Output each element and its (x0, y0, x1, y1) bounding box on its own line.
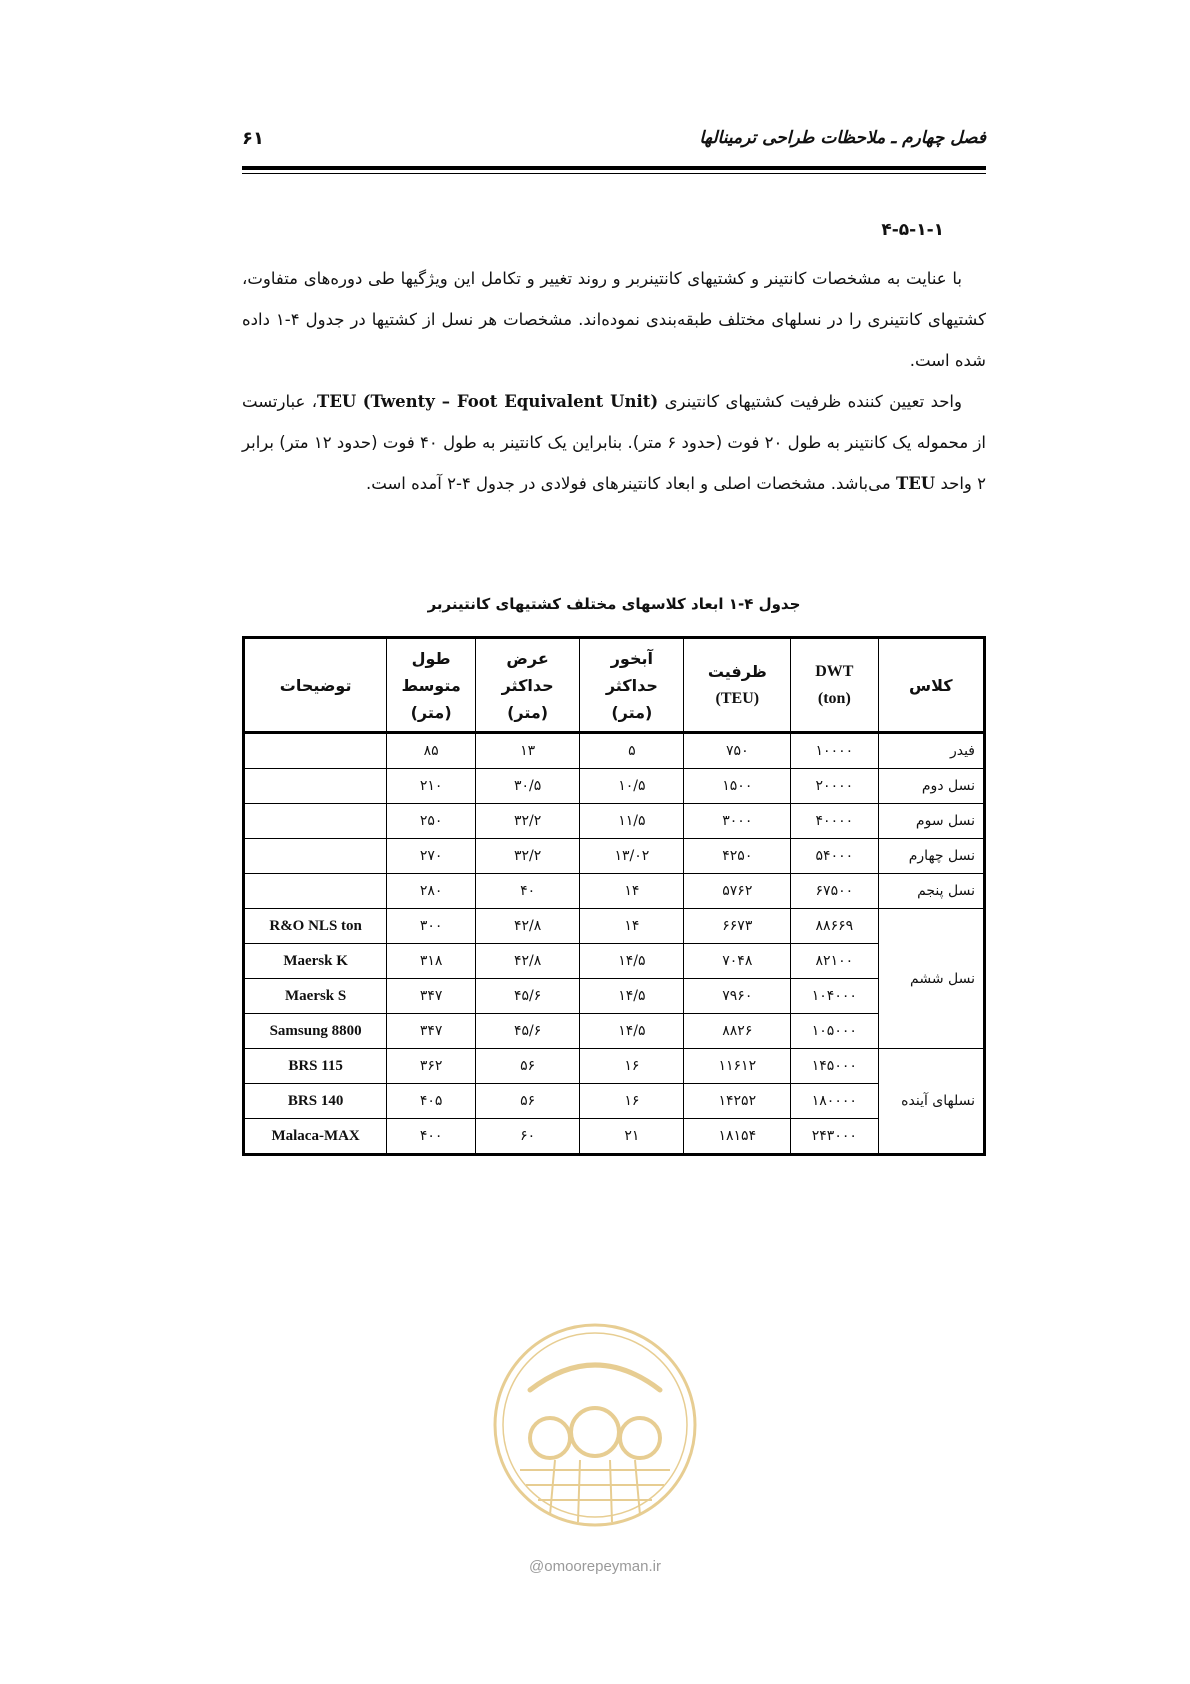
table-row (244, 979, 985, 1014)
cell-beam: ۶۰ (475, 1119, 579, 1155)
header-length (387, 638, 476, 733)
cell-class-group: نسل ششم (878, 909, 985, 1049)
cell-dwt: ۲۴۳۰۰۰ (791, 1119, 878, 1155)
table-caption: جدول ۴-۱ ابعاد کلاسهای مختلف کشتیهای کانتینربر (427, 595, 801, 613)
cell-draft: ۱۴/۵ (580, 979, 684, 1014)
cell-beam: ۵۶ (475, 1084, 579, 1119)
cell-teu: ۳۰۰۰ (684, 804, 791, 839)
cell-desc: R&O NLS ton (244, 909, 387, 944)
cell-class: نسل پنجم (878, 874, 985, 909)
cell-beam: ۳۲/۲ (475, 839, 579, 874)
table-row (244, 1084, 985, 1119)
cell-desc: BRS 140 (244, 1084, 387, 1119)
cell-draft: ۲۱ (580, 1119, 684, 1155)
cell-length: ۴۰۰ (387, 1119, 476, 1155)
header-teu (684, 638, 791, 733)
table-row (244, 909, 985, 944)
cell-length: ۴۰۵ (387, 1084, 476, 1119)
cell-class: نسل دوم (878, 769, 985, 804)
watermark-inner-ring (503, 1333, 687, 1517)
teu-term-2: TEU (895, 474, 936, 493)
cell-length: ۳۴۷ (387, 979, 476, 1014)
header-draft-label: آبخور (610, 648, 653, 668)
cell-teu: ۵۷۶۲ (684, 874, 791, 909)
cell-dwt: ۸۲۱۰۰ (791, 944, 878, 979)
header-length-label: طول (411, 648, 451, 668)
cell-class: فیدر (878, 733, 985, 769)
cell-class: نسل سوم (878, 804, 985, 839)
table-row (244, 804, 985, 839)
cell-desc: Samsung 8800 (244, 1014, 387, 1049)
table-row (244, 1014, 985, 1049)
header-dwt-unit: (ton) (817, 690, 851, 707)
cell-desc: BRS 115 (244, 1049, 387, 1084)
cell-teu: ۱۸۱۵۴ (684, 1119, 791, 1155)
header-desc (244, 638, 387, 733)
section-number: ۴-۵-۱-۱ (881, 220, 944, 240)
cell-draft: ۱۴/۵ (580, 1014, 684, 1049)
body-text (242, 258, 986, 504)
cell-beam: ۵۶ (475, 1049, 579, 1084)
cell-length: ۳۰۰ (387, 909, 476, 944)
watermark-gear-right (620, 1418, 660, 1458)
cell-teu: ۴۲۵۰ (684, 839, 791, 874)
cell-desc (244, 804, 387, 839)
cell-desc (244, 769, 387, 804)
cell-draft: ۱۶ (580, 1049, 684, 1084)
header-beam-label: عرض (506, 648, 549, 668)
cell-teu: ۷۵۰ (684, 733, 791, 769)
watermark-gear-left (530, 1418, 570, 1458)
cell-length: ۳۴۷ (387, 1014, 476, 1049)
cell-length: ۲۷۰ (387, 839, 476, 874)
ship-classes-table (242, 636, 986, 1156)
cell-beam: ۴۰ (475, 874, 579, 909)
cell-length: ۲۵۰ (387, 804, 476, 839)
cell-dwt: ۵۴۰۰۰ (791, 839, 878, 874)
cell-beam: ۴۵/۶ (475, 979, 579, 1014)
watermark-url-text: omoorepeyman.ir (544, 1558, 661, 1575)
header-class (878, 638, 985, 733)
cell-length: ۳۶۲ (387, 1049, 476, 1084)
header-teu-label: ظرفیت (707, 662, 767, 681)
cell-draft: ۱۴/۵ (580, 944, 684, 979)
cell-length: ۸۵ (387, 733, 476, 769)
cell-teu: ۱۱۶۱۲ (684, 1049, 791, 1084)
cell-dwt: ۸۸۶۶۹ (791, 909, 878, 944)
paragraph-2-part-b: ، عبارتست از محموله یک کانتینر به طول ۲۰ فوت (حدود ۶ متر). بنابراین یک کانتینر به طول ۴۰ فوت (حدود ۱۲ متر) برابر ۲ واحد (242, 392, 987, 493)
table-row (244, 769, 985, 804)
table-row (244, 839, 985, 874)
cell-teu: ۱۵۰۰ (684, 769, 791, 804)
header-dwt-label: DWT (815, 663, 854, 680)
header-beam-unit: (متر) (507, 702, 549, 722)
cell-dwt: ۶۷۵۰۰ (791, 874, 878, 909)
cell-teu: ۷۰۴۸ (684, 944, 791, 979)
watermark-logo (490, 1320, 700, 1530)
cell-teu: ۸۸۲۶ (684, 1014, 791, 1049)
cell-length: ۲۸۰ (387, 874, 476, 909)
watermark-gear-center (571, 1408, 619, 1456)
cell-length: ۳۱۸ (387, 944, 476, 979)
cell-draft: ۱۳/۰۲ (580, 839, 684, 874)
cell-teu: ۷۹۶۰ (684, 979, 791, 1014)
cell-beam: ۴۲/۸ (475, 909, 579, 944)
cell-desc: Maersk S (244, 979, 387, 1014)
cell-draft: ۵ (580, 733, 684, 769)
watermark-script-stroke (530, 1365, 660, 1390)
header-beam-label-2: حداکثر (501, 675, 554, 695)
header-rule-thin (242, 173, 986, 174)
watermark-grid (520, 1460, 670, 1522)
header-draft-label-2: حداکثر (605, 675, 658, 695)
table-row (244, 1049, 985, 1084)
cell-draft: ۱۴ (580, 874, 684, 909)
cell-draft: ۱۰/۵ (580, 769, 684, 804)
table-row (244, 733, 985, 769)
running-header (242, 128, 986, 160)
cell-desc (244, 874, 387, 909)
cell-dwt: ۱۰۵۰۰۰ (791, 1014, 878, 1049)
paragraph-2 (242, 381, 986, 504)
cell-dwt: ۲۰۰۰۰ (791, 769, 878, 804)
cell-dwt: ۱۸۰۰۰۰ (791, 1084, 878, 1119)
cell-dwt: ۱۴۵۰۰۰ (791, 1049, 878, 1084)
cell-teu: ۶۶۷۳ (684, 909, 791, 944)
table-header-row (244, 638, 985, 733)
header-draft-unit: (متر) (611, 702, 653, 722)
header-desc-label: توضیحات (279, 675, 352, 695)
watermark-url: @omoorepeyman.ir (529, 1558, 661, 1575)
cell-beam: ۱۳ (475, 733, 579, 769)
cell-draft: ۱۱/۵ (580, 804, 684, 839)
header-length-unit: (متر) (410, 702, 452, 722)
cell-desc (244, 839, 387, 874)
watermark-outer-ring (495, 1325, 695, 1525)
page-number: ۶۱ (242, 128, 264, 149)
cell-beam: ۴۵/۶ (475, 1014, 579, 1049)
cell-desc: Malaca-MAX (244, 1119, 387, 1155)
paragraph-2-part-c: می‌باشد. مشخصات اصلی و ابعاد کانتینرهای فولادی در جدول ۴-۲ آمده است. (366, 474, 891, 493)
cell-draft: ۱۶ (580, 1084, 684, 1119)
table-row (244, 1119, 985, 1155)
cell-desc: Maersk K (244, 944, 387, 979)
cell-beam: ۳۲/۲ (475, 804, 579, 839)
cell-dwt: ۱۰۴۰۰۰ (791, 979, 878, 1014)
header-teu-unit: (TEU) (715, 690, 760, 707)
cell-beam: ۳۰/۵ (475, 769, 579, 804)
table-row (244, 944, 985, 979)
table-row (244, 874, 985, 909)
cell-class-group: نسلهای آینده (878, 1049, 985, 1155)
cell-dwt: ۱۰۰۰۰ (791, 733, 878, 769)
header-length-label-2: متوسط (401, 675, 461, 695)
header-beam (475, 638, 579, 733)
paragraph-2-part-a: واحد تعیین کننده ظرفیت کشتیهای کانتینری (664, 392, 962, 411)
cell-class: نسل چهارم (878, 839, 985, 874)
header-dwt (791, 638, 878, 733)
cell-dwt: ۴۰۰۰۰ (791, 804, 878, 839)
cell-teu: ۱۴۲۵۲ (684, 1084, 791, 1119)
cell-beam: ۴۲/۸ (475, 944, 579, 979)
teu-term: TEU (317, 392, 357, 411)
header-draft (580, 638, 684, 733)
chapter-title: فصل چهارم ـ ملاحظات طراحی ترمینالها (699, 128, 986, 148)
header-class-label: کلاس (908, 675, 953, 695)
header-rule-thick (242, 166, 986, 170)
cell-draft: ۱۴ (580, 909, 684, 944)
cell-desc (244, 733, 387, 769)
teu-expansion: (Twenty – Foot Equivalent Unit) (362, 392, 659, 411)
cell-length: ۲۱۰ (387, 769, 476, 804)
paragraph-1: با عنایت به مشخصات کانتینر و کشتیهای کانتینربر و روند تغییر و تکامل این ویژگیها طی دوره‌های متفاوت، کشتیهای کانتینری را در نسلهای مختلف طبقه‌بندی نموده‌اند. مشخصات هر نسل از کشتیها در جدول ۴-۱ داده شده است. (242, 269, 986, 370)
